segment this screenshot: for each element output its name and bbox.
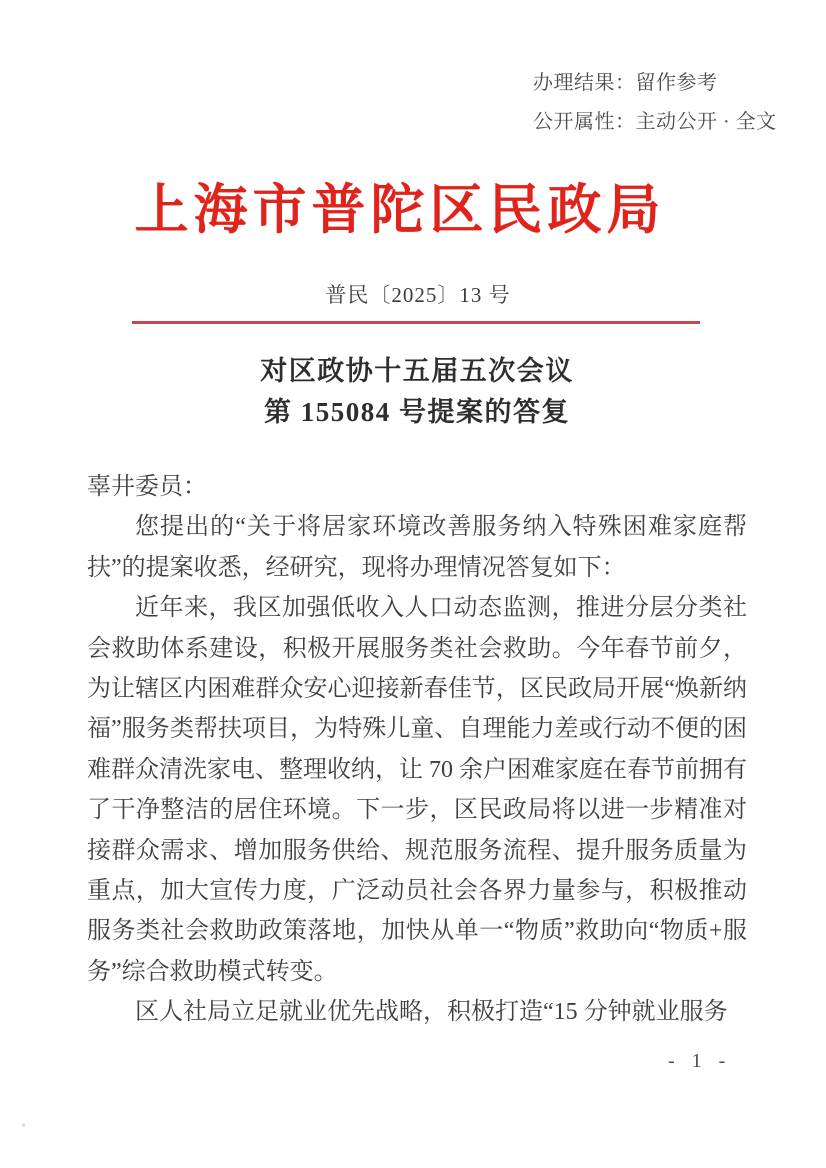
document-title-line1: 对区政协十五届五次会议 [260,356,574,386]
paragraph-main: 近年来，我区加强低收入人口动态监测，推进分层分类社会救助体系建设，积极开展服务类社会救助。今年春节前夕，为让辖区内困难群众安心迎接新春佳节，区民政局开展“焕新纳福”服务类帮扶项目，为特殊儿童、自理能力差或行动不便的困难群众清洗家电、整理收纳，让 70 余户困难家庭在春节前拥有了干净整洁的居住环境。下一步，区民政局将以进一步精准对接群众需求、增加服务供给、规范服务流程、提升服务质量为重点，加大宣传力度，广泛动员社会各界力量参与，积极推动服务类社会救助政策落地，加快从单一“物质”救助向“物质+服务”综合救助模式转变。 [87,595,747,985]
document-title-line2: 第 155084 号提案的答复 [264,397,570,427]
header-meta [533,64,777,142]
salutation: 辜井委员： [87,474,207,500]
paragraph-cutoff: 区人社局立足就业优先战略，积极打造“15 分钟就业服务 [135,999,728,1026]
document-title [4,351,826,433]
scan-artifact [22,1123,25,1127]
page-number: - 1 - [668,1050,729,1072]
paragraph-intro: 您提出的“关于将居家环境改善服务纳入特殊困难家庭帮扶”的提案收悉，经研究，现将办理情况答复如下： [87,514,747,581]
publicity-attribute-line: 公开属性：主动公开 · 全文 [533,111,777,133]
agency-letterhead-title: 上海市普陀区民政局 [134,180,666,240]
handling-result-line: 办理结果：留作参考 [533,72,718,94]
document-number: 普民〔2025〕13 号 [325,283,511,307]
document-body [87,467,747,1033]
letterhead-divider-line [132,321,700,324]
